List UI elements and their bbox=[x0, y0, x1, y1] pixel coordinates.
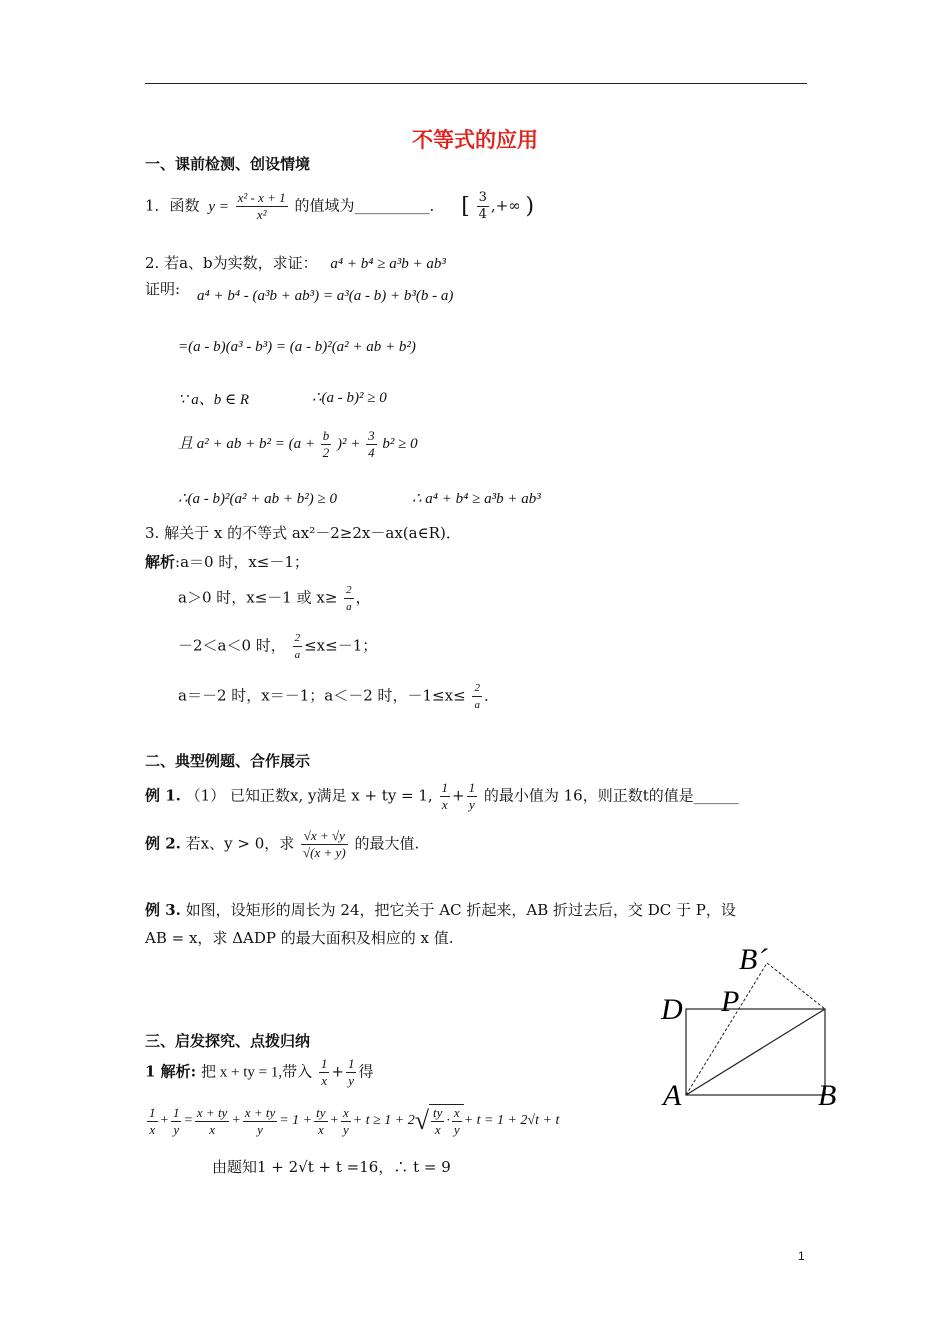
q1-answer-fraction bbox=[477, 190, 489, 223]
eq-frac-ty-x-2-den: x bbox=[434, 1122, 441, 1137]
q3-l4-fraction bbox=[472, 680, 482, 713]
eq-frac-x-y-num: x bbox=[342, 1104, 349, 1120]
q2-p4a: 且 a² + ab + b² = (a + bbox=[178, 435, 315, 452]
question-3: 3. 解关于 x 的不等式 ax²－2≥2x－ax(a∈R)． bbox=[145, 524, 461, 542]
eq-frac-x-y-2-den: y bbox=[453, 1122, 460, 1137]
eq-sqrt-content: $\frac{ty}{x}$ · $\frac{x}{y}$ bbox=[429, 1104, 464, 1138]
sol1-label: 1 解析: bbox=[145, 1062, 197, 1081]
eq-frac-xty-x-num: x + ty bbox=[196, 1104, 228, 1120]
q3-l1: :a＝0 时，x≤－1； bbox=[175, 553, 309, 571]
q1-answer-tail: ,+∞ bbox=[490, 196, 521, 215]
q3-l4a: a＝－2 时，x＝－1；a＜－2 时，－1≤x≤ bbox=[178, 686, 466, 705]
q2-p4c: b² ≥ 0 bbox=[382, 435, 418, 452]
q2-proof-line-3a: ∵ a、b ∈ R bbox=[178, 392, 250, 408]
q3-l3a: －2＜a＜0 时， bbox=[178, 636, 286, 655]
section-heading-2: 二、典型例题、合作展示 bbox=[145, 752, 311, 770]
section-heading-3: 三、启发探究、点拨归纳 bbox=[145, 1032, 311, 1050]
eq-frac-1x bbox=[147, 1105, 158, 1138]
q2-p4-fraction-1 bbox=[321, 428, 332, 461]
sol1-text-a: 把 x + ty = 1,带入 bbox=[200, 1064, 313, 1081]
ex1-text-a: （1） 已知正数x, y满足 x + ty = 1, bbox=[185, 786, 433, 805]
solution-1-conclusion: 由题知1 + 2√t + t =16，∴ t = 9 bbox=[212, 1158, 451, 1176]
q3-solution-line-4 bbox=[178, 680, 499, 713]
eq-part-3: + t = 1 + 2√t + t bbox=[463, 1113, 560, 1129]
ex2-denominator: √(x + y) bbox=[303, 845, 346, 860]
q1-numerator: x² - x + 1 bbox=[237, 190, 286, 205]
eq-part-2: + t ≥ 1 + 2 bbox=[352, 1113, 415, 1129]
eq-frac-xty-y-num: x + ty bbox=[244, 1104, 276, 1120]
q3-l3-den: a bbox=[294, 649, 301, 661]
q2-proof-line-1: a⁴ + b⁴ - (a³b + ab³) = a³(a - b) + b³(b - a) bbox=[197, 288, 454, 304]
eq-frac-ty-x-den: x bbox=[317, 1121, 324, 1137]
q3-solution-line-2 bbox=[178, 582, 371, 615]
q3-l3-fraction bbox=[293, 630, 303, 663]
section-heading-1: 一、课前检测、创设情境 bbox=[145, 155, 311, 173]
label-d: D bbox=[661, 993, 683, 1026]
example-3-line-1 bbox=[145, 899, 736, 920]
q3-l2-den: a bbox=[346, 601, 352, 613]
eq-frac-ty-x-2-num: ty bbox=[433, 1105, 443, 1120]
fold-line-ab-prime bbox=[686, 963, 767, 1095]
eq-frac-1y-num: 1 bbox=[172, 1104, 180, 1120]
q2-proof-label: 证明: bbox=[145, 280, 181, 298]
q2-proof-line-2: =(a - b)(a³ - b³) = (a - b)²(a² + ab + b²) bbox=[178, 339, 416, 355]
solution-1-equation: $\frac{1}{x}$ + $\frac{1}{y}$ = $\frac{x + ty}{x}$ + $\frac{x + ty}{y}$ = 1 + $\frac{ty}{x}$ + $\frac{x}{y}$ + t ≥ 1 + 2√ $\frac{ty}{x}$ · $\frac{x}{y}$ + t = 1 + 2√t + t bbox=[149, 1104, 560, 1137]
q1-denominator: x² bbox=[256, 207, 267, 222]
q3-l2-num: 2 bbox=[344, 582, 354, 599]
eq-part-1: = 1 + bbox=[279, 1113, 313, 1129]
ex3-label: 例 3. bbox=[145, 901, 181, 919]
q3-l2b: ， bbox=[355, 588, 371, 607]
ex1-text-b: 的最小值为 16，则正数t的值是______ bbox=[483, 786, 739, 805]
page-title: 不等式的应用 bbox=[412, 128, 538, 152]
q1-paren-close-icon: ) bbox=[525, 194, 535, 219]
q2-p4-den1: 2 bbox=[322, 445, 330, 460]
eq-frac-xty-x bbox=[195, 1105, 229, 1138]
ex1-label: 例 1. bbox=[145, 786, 181, 805]
sol1-frac-a bbox=[319, 1056, 330, 1089]
eq-frac-1y-den: y bbox=[173, 1121, 180, 1137]
eq-frac-xty-y-den: y bbox=[257, 1121, 263, 1137]
ex2-text-b: 的最大值. bbox=[354, 834, 420, 853]
eq-frac-xty-y bbox=[243, 1105, 277, 1138]
example-2 bbox=[145, 828, 419, 861]
ex2-label: 例 2. bbox=[145, 834, 181, 853]
q2-p4-den2: 4 bbox=[368, 445, 375, 460]
sol1-text-b: 得 bbox=[358, 1062, 374, 1081]
q3-l3-num: 2 bbox=[293, 630, 303, 647]
ex1-f1-den: x bbox=[441, 797, 448, 812]
header-rule bbox=[145, 83, 807, 84]
q2-p4-fraction-2 bbox=[366, 428, 377, 461]
q3-l3b: ≤x≤－1； bbox=[304, 636, 378, 655]
q2-p4b: )² + bbox=[336, 435, 361, 452]
eq-frac-ty-x-num: ty bbox=[316, 1104, 326, 1120]
q2-claim: a⁴ + b⁴ ≥ a³b + ab³ bbox=[330, 256, 446, 272]
q1-bracket-open-icon: [ bbox=[461, 194, 470, 219]
q2-line: 2. 若a、b为实数，求证： bbox=[145, 254, 318, 272]
ex1-f1-num: 1 bbox=[441, 780, 448, 795]
q2-proof-line-4 bbox=[178, 428, 418, 461]
q2-proof-line-5a: ∴(a - b)²(a² + ab + b²) ≥ 0 bbox=[178, 491, 337, 507]
q1-prefix: 1．函数 bbox=[145, 196, 200, 215]
eq-frac-x-y bbox=[341, 1105, 351, 1138]
eq-frac-x-y-2-num: x bbox=[453, 1105, 460, 1120]
ex1-fraction-2 bbox=[467, 780, 478, 813]
eq-frac-ty-x-2 bbox=[431, 1105, 444, 1138]
q3-solution-line-1 bbox=[145, 551, 309, 572]
sol1-frac-b-num: 1 bbox=[347, 1056, 355, 1071]
label-b: B bbox=[818, 1079, 837, 1112]
ex1-fraction-1 bbox=[440, 780, 451, 813]
label-a: A bbox=[663, 1079, 682, 1112]
q3-solution-line-3 bbox=[178, 630, 377, 663]
eq-frac-1x-den: x bbox=[149, 1121, 156, 1137]
q2-proof-line-3b: ∴(a - b)² ≥ 0 bbox=[312, 390, 387, 406]
ex2-fraction bbox=[301, 828, 348, 861]
q2-p4-num2: 3 bbox=[368, 428, 375, 443]
diagonal-ac bbox=[686, 1009, 825, 1095]
ex2-text-a: 若x、y > 0，求 bbox=[185, 834, 295, 853]
example-1: 例 1. （1） 已知正数x, y满足 x + ty = 1, $\frac{1}{x}$ + $\frac{1}{y}$ 的最小值为 16，则正数t的值是______ bbox=[145, 780, 739, 812]
q2-p4-num1: b bbox=[322, 428, 330, 443]
q3-l4-num: 2 bbox=[472, 680, 482, 697]
sol1-frac-a-den: x bbox=[321, 1073, 327, 1088]
question-2 bbox=[145, 252, 446, 273]
page-number: 1 bbox=[798, 1249, 805, 1263]
q3-l2a: a＞0 时，x≤－1 或 x≥ bbox=[178, 588, 338, 607]
label-b-prime: B´ bbox=[739, 943, 768, 976]
ex3-line1: 如图，设矩形的周长为 24，把它关于 AC 折起来，AB 折过去后，交 DC 于 P，设 bbox=[180, 901, 736, 919]
q3-l2-fraction bbox=[344, 582, 354, 615]
ex1-f2-den: y bbox=[468, 797, 475, 812]
q1-answer-den: 4 bbox=[478, 207, 487, 222]
ex2-numerator: √x + √y bbox=[301, 828, 348, 845]
sol1-frac-b bbox=[346, 1056, 357, 1089]
ex1-f2-num: 1 bbox=[468, 780, 476, 795]
eq-frac-xty-x-den: x bbox=[209, 1121, 216, 1137]
q3-l4b: ． bbox=[483, 686, 499, 705]
q1-fraction bbox=[236, 190, 288, 223]
q2-proof-line-5b: ∴ a⁴ + b⁴ ≥ a³b + ab³ bbox=[412, 491, 541, 507]
sol1-frac-b-den: y bbox=[348, 1073, 355, 1088]
sqrt-icon: √ bbox=[414, 1106, 430, 1135]
q1-y-eq: y = bbox=[208, 198, 229, 215]
label-p: P bbox=[721, 985, 740, 1018]
eq-frac-ty-x bbox=[314, 1105, 327, 1138]
fold-line-b-prime-c bbox=[767, 963, 825, 1009]
eq-frac-x-y-den: y bbox=[342, 1121, 349, 1137]
solution-1-line-1: 1 解析: 把 x + ty = 1,带入 $\frac{1}{x}$ + $\frac{1}{y}$ 得 bbox=[145, 1056, 374, 1088]
question-1 bbox=[145, 190, 534, 223]
sol1-frac-a-num: 1 bbox=[320, 1056, 328, 1071]
rectangle-fold-figure bbox=[655, 935, 855, 1115]
q1-answer-num: 3 bbox=[478, 190, 487, 205]
eq-frac-x-y-2 bbox=[452, 1105, 462, 1138]
q1-suffix: 的值域为__________． bbox=[294, 196, 445, 215]
q3-solution-label: 解析 bbox=[145, 553, 176, 571]
example-3-line-2: AB = x，求 ΔADP 的最大面积及相应的 x 值. bbox=[145, 929, 454, 947]
eq-frac-1x-num: 1 bbox=[149, 1104, 156, 1120]
eq-frac-1y bbox=[171, 1105, 182, 1138]
q3-l4-den: a bbox=[474, 699, 480, 711]
